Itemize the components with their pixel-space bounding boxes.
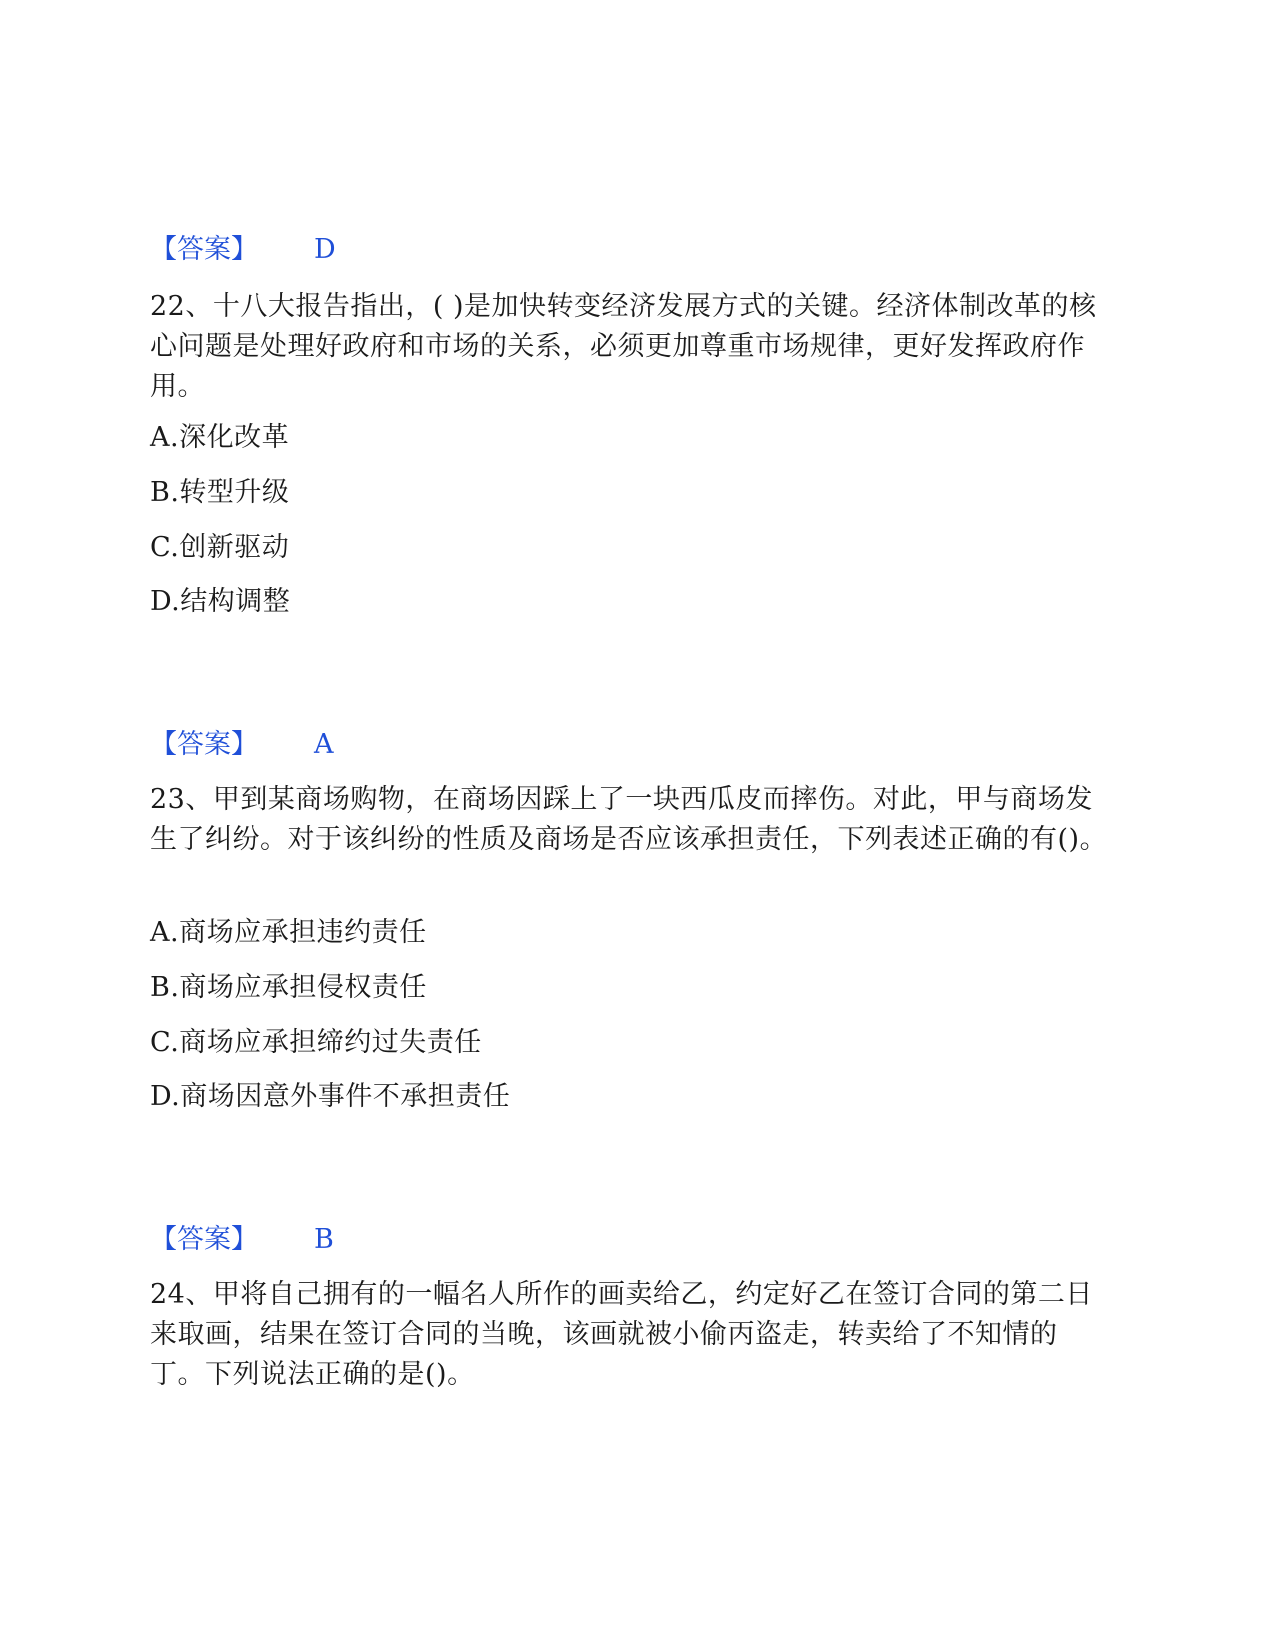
question-23-option-a: A.商场应承担违约责任 [150,917,427,948]
answer-line [150,230,1110,270]
question-22-option-b: B.转型升级 [150,477,290,508]
answer-value: A [314,729,334,760]
question-22-option-c: C.创新驱动 [150,532,290,563]
answer-line [150,725,1110,765]
question-22-option-a: A.深化改革 [150,422,290,453]
question-22-option-d: D.结构调整 [150,586,291,617]
question-23-option-c: C.商场应承担缔约过失责任 [150,1027,482,1058]
answer-line [150,1220,1110,1260]
answer-value: D [314,234,336,265]
answer-value: B [314,1224,334,1255]
answer-label: 【答案】 [150,729,258,760]
answer-label: 【答案】 [150,234,258,265]
question-23-text: 23、甲到某商场购物，在商场因踩上了一块西瓜皮而摔伤。对此，甲与商场发生了纠纷。对于该纠纷的性质及商场是否应该承担责任，下列表述正确的有()。 [150,784,1108,855]
question-22-text: 22、十八大报告指出，( )是加快转变经济发展方式的关键。经济体制改革的核心问题是处理好政府和市场的关系，必须更加尊重市场规律，更好发挥政府作用。 [150,291,1097,402]
question-23-option-d: D.商场因意外事件不承担责任 [150,1081,511,1112]
answer-label: 【答案】 [150,1224,258,1255]
question-24-text: 24、甲将自己拥有的一幅名人所作的画卖给乙，约定好乙在签订合同的第二日来取画，结果在签订合同的当晚，该画就被小偷丙盗走，转卖给了不知情的丁。下列说法正确的是()。 [150,1279,1093,1390]
question-23-option-b: B.商场应承担侵权责任 [150,972,427,1003]
